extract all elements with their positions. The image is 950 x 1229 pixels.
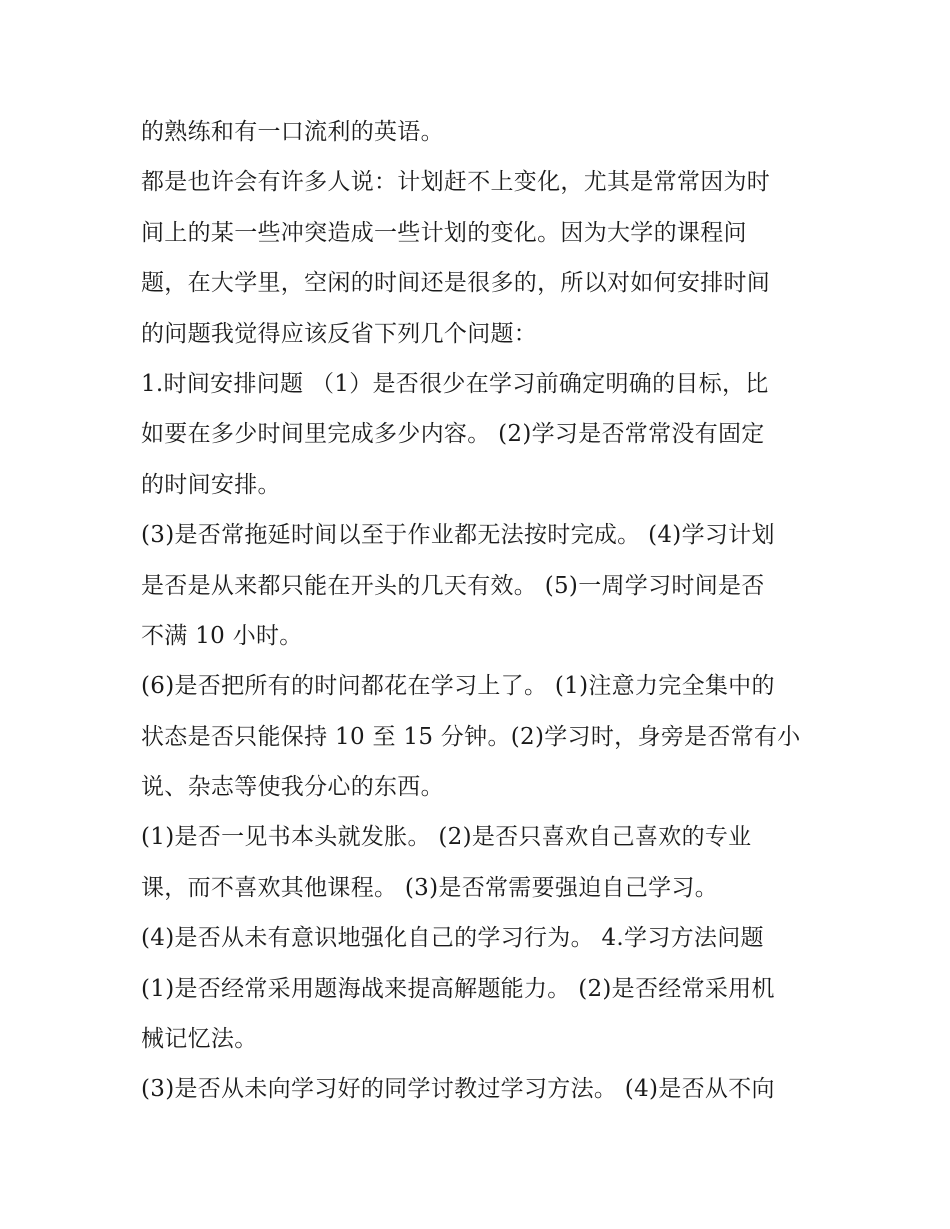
text-line: 不满 10 小时。 xyxy=(141,622,303,649)
text-line: (3)是否从未向学习好的同学讨教过学习方法。 (4)是否从不向 xyxy=(141,1076,775,1103)
text-line: 的问题我觉得应该反省下列几个问题： xyxy=(141,320,538,347)
text-line: 是否是从来都只能在开头的几天有效。 (5)一周学习时间是否 xyxy=(141,572,765,599)
text-line: 状态是否只能保持 10 至 15 分钟。(2)学习时，身旁是否常有小 xyxy=(141,723,801,750)
text-line: 如要在多少时间里完成多少内容。 (2)学习是否常常没有固定 xyxy=(141,421,765,448)
text-line: 题，在大学里，空闲的时间还是很多的，所以对如何安排时间 xyxy=(141,270,771,297)
text-line: 的时间安排。 xyxy=(141,471,281,498)
text-line: 械记忆法。 xyxy=(141,1026,258,1053)
text-line: (1)是否一见书本头就发胀。 (2)是否只喜欢自己喜欢的专业 xyxy=(141,824,752,851)
text-line: 课，而不喜欢其他课程。 (3)是否常需要强迫自己学习。 xyxy=(141,874,718,901)
text-line: 说、杂志等使我分心的东西。 xyxy=(141,774,444,801)
body-text xyxy=(141,107,821,1115)
text-line: 1.时间安排问题 （1）是否很少在学习前确定明确的目标，比 xyxy=(141,370,769,397)
text-line: (4)是否从未有意识地强化自己的学习行为。 4.学习方法问题 xyxy=(141,925,764,952)
text-line: 间上的某一些冲突造成一些计划的变化。因为大学的课程问 xyxy=(141,219,747,246)
text-line: 的熟练和有一口流利的英语。 xyxy=(141,119,444,145)
text-line: (1)是否经常采用题海战来提高解题能力。 (2)是否经常采用机 xyxy=(141,975,775,1002)
text-line: (3)是否常拖延时间以至于作业都无法按时完成。 (4)学习计划 xyxy=(141,522,775,549)
text-line: 都是也许会有许多人说：计划赶不上变化，尤其是常常因为时 xyxy=(141,169,771,196)
text-line: (6)是否把所有的时问都花在学习上了。 (1)注意力完全集中的 xyxy=(141,673,775,700)
